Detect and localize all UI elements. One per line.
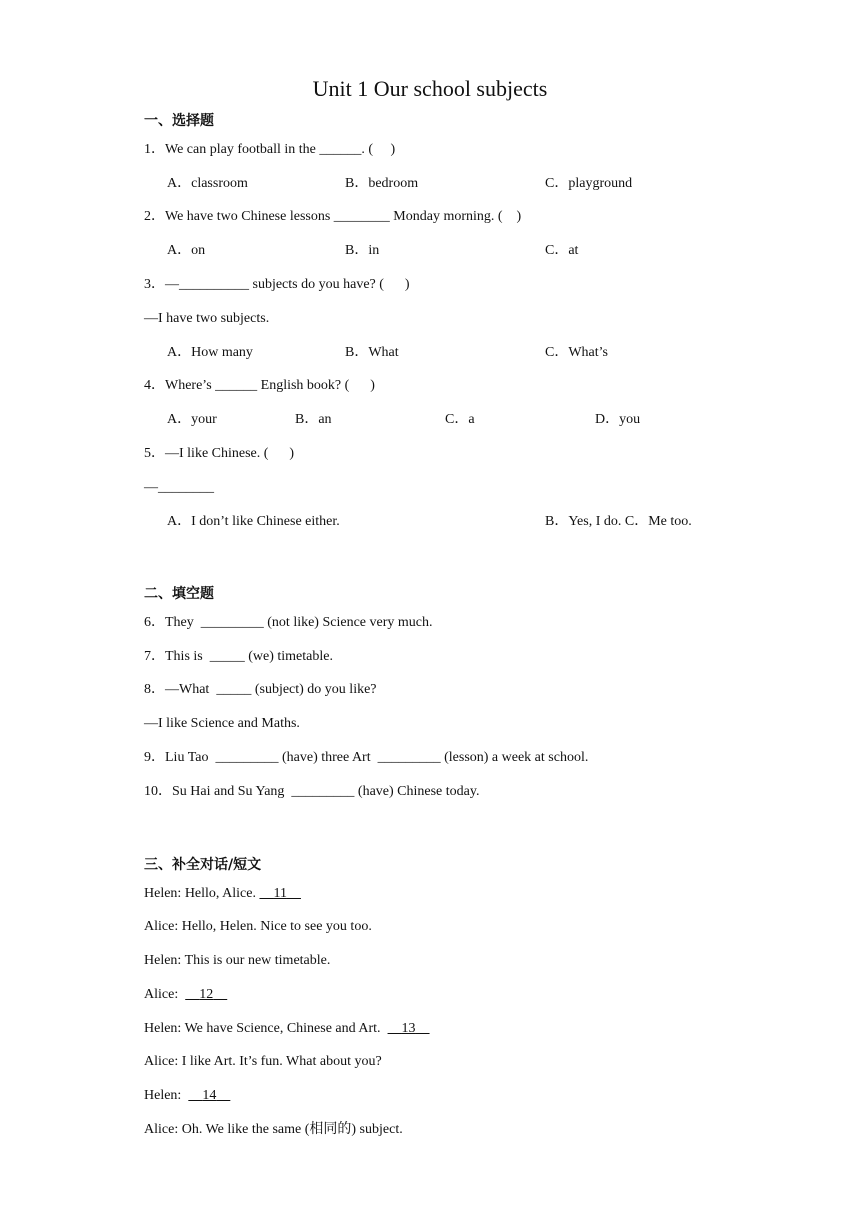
q9-blank-2[interactable]: _________ (377, 750, 441, 765)
q1-option-c: C．playground (545, 176, 633, 191)
q10-blank[interactable]: _________ (291, 784, 355, 799)
dialogue-line-7: Helen: 14 (144, 1088, 217, 1103)
q9-blank-1[interactable]: _________ (215, 750, 279, 765)
q3-option-b: B．What (345, 345, 399, 360)
q8-blank[interactable]: _____ (216, 682, 252, 697)
section-heading-fill-blank: 二、填空题 (144, 586, 214, 602)
page-title: Unit 1 Our school subjects (312, 76, 548, 101)
q1-option-a: A．classroom (167, 176, 248, 191)
q7-blank[interactable]: _____ (209, 649, 245, 664)
dialogue-line-1: Helen: Hello, Alice. 11 (144, 886, 287, 901)
question-9: 9．Liu Tao _________ (have) three Art _________ (lesson) a week at school. (144, 750, 589, 765)
q4-option-b: B．an (295, 412, 332, 427)
dialogue-line-2: Alice: Hello, Helen. Nice to see you too. (144, 919, 372, 934)
question-8-reply: —I like Science and Maths. (144, 716, 300, 731)
blank-number-14[interactable]: 14 (202, 1088, 217, 1103)
section-heading-choice: 一、选择题 (144, 113, 214, 129)
dialogue-line-3: Helen: This is our new timetable. (144, 953, 331, 968)
question-8: 8．—What _____ (subject) do you like? (144, 682, 377, 697)
section-heading-dialogue: 三、补全对话/短文 (144, 857, 262, 873)
question-7: 7．This is _____ (we) timetable. (144, 649, 333, 664)
q3-option-a: A．How many (167, 345, 253, 360)
question-3: 3．—__________ subjects do you have? ( ) (144, 277, 410, 292)
question-10: 10．Su Hai and Su Yang _________ (have) Chinese today. (144, 784, 480, 799)
question-1: 1．We can play football in the ______. ( ) (144, 142, 396, 157)
question-4: 4．Where’s ______ English book? ( ) (144, 378, 375, 393)
question-3-reply: —I have two subjects. (144, 311, 270, 326)
question-5-reply: —________ (144, 480, 214, 495)
question-2: 2．We have two Chinese lessons ________ Monday morning. ( ) (144, 209, 522, 224)
question-6: 6．They _________ (not like) Science very much. (144, 615, 433, 630)
dialogue-line-4: Alice: 12 (144, 987, 214, 1002)
q4-option-d: D．you (595, 412, 641, 427)
blank-number-13[interactable]: 13 (401, 1021, 416, 1036)
q1-option-b: B．bedroom (345, 176, 419, 191)
blank-number-11[interactable]: 11 (273, 886, 287, 901)
q2-option-c: C．at (545, 243, 579, 258)
blank-number-12[interactable]: 12 (199, 987, 214, 1002)
question-5: 5．—I like Chinese. ( ) (144, 446, 295, 461)
q3-option-c: C．What’s (545, 345, 608, 360)
dialogue-line-6: Alice: I like Art. It’s fun. What about you? (144, 1054, 382, 1069)
dialogue-line-8: Alice: Oh. We like the same (相同的) subject. (144, 1122, 403, 1137)
q4-option-a: A．your (167, 412, 217, 427)
q6-blank[interactable]: _________ (200, 615, 264, 630)
dialogue-line-5: Helen: We have Science, Chinese and Art. 13 (144, 1021, 416, 1036)
q2-option-b: B．in (345, 243, 380, 258)
q5-option-bc: B．Yes, I do. C．Me too. (545, 514, 692, 529)
q2-option-a: A．on (167, 243, 206, 258)
q5-option-a: A．I don’t like Chinese either. (167, 514, 340, 529)
q4-option-c: C．a (445, 412, 475, 427)
